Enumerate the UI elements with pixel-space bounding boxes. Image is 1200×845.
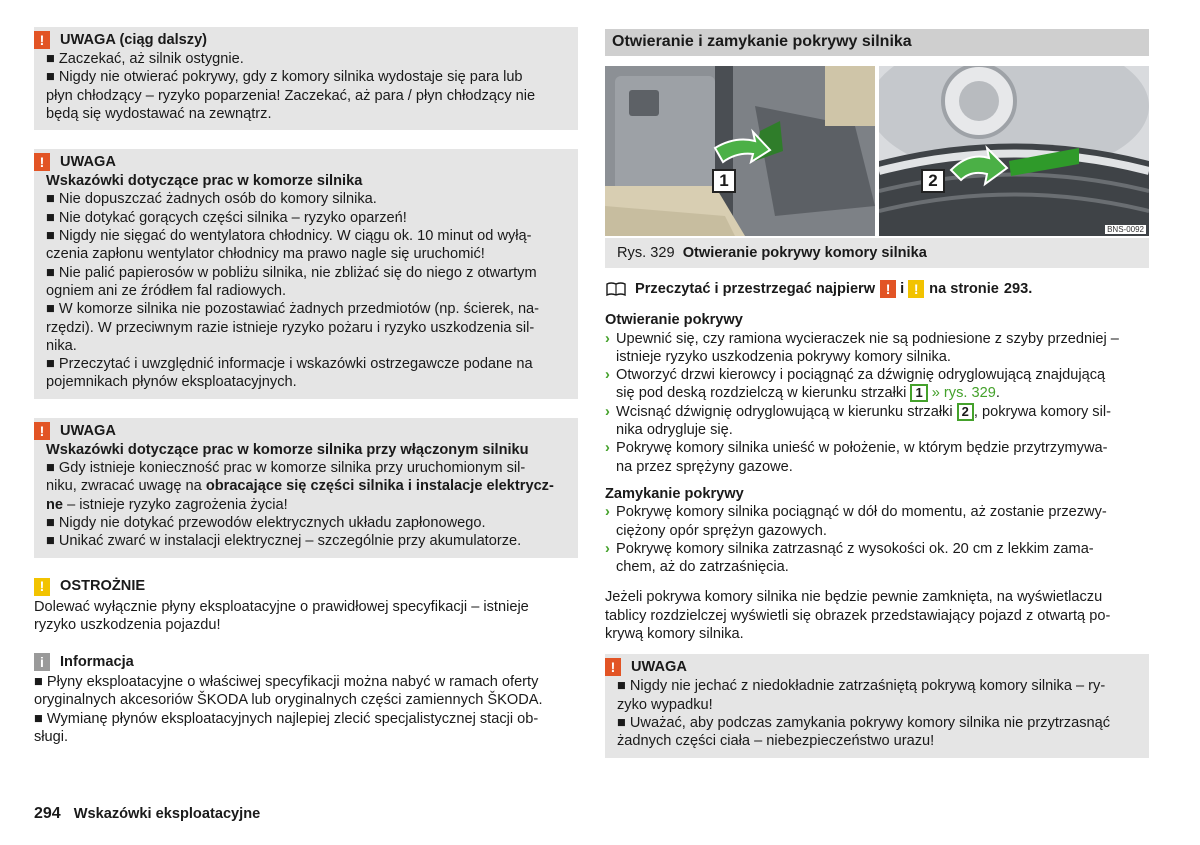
opening-step-2 bbox=[605, 366, 1149, 403]
text-run: , pokrywa komory sil- bbox=[973, 403, 1111, 420]
figure-329 bbox=[605, 66, 1149, 236]
warning-text-line: ■ Nie dotykać gorących części silnika – ryzyko oparzeń! bbox=[46, 209, 407, 226]
warning-text-line: ■ Nie palić papierosów w pobliżu silnika, nie zbliżać się do niego z otwartym bbox=[46, 264, 537, 281]
figure-title: Otwieranie pokrywy komory silnika bbox=[682, 245, 927, 261]
read-first-notice bbox=[605, 280, 1149, 298]
warning-text-line: ■ Nigdy nie otwierać pokrywy, gdy z komory silnika wydostaje się para lub bbox=[46, 69, 523, 86]
step-line: nika odrygluje się. bbox=[616, 422, 733, 439]
hood-warning-paragraph bbox=[605, 588, 1149, 643]
warning-title: UWAGA (ciąg dalszy) bbox=[60, 31, 208, 48]
read-first-and: i bbox=[900, 281, 905, 297]
figure-reference-link[interactable]: » rys. 329 bbox=[931, 385, 996, 402]
exclamation-icon: ! bbox=[605, 658, 621, 676]
chapter-title: Wskazówki eksploatacyjne bbox=[73, 806, 261, 822]
figure-number: Rys. 329 bbox=[617, 245, 675, 261]
step-line: na przez sprężyny gazowe. bbox=[616, 458, 793, 475]
info-icon: i bbox=[34, 653, 50, 671]
warning-title: UWAGA bbox=[631, 659, 687, 676]
info-text-line: oryginalnych akcesoriów ŠKODA lub oryginalnych części zamiennych ŠKODA. bbox=[34, 692, 543, 709]
warning-title: UWAGA bbox=[60, 422, 116, 439]
paragraph-line: tablicy rozdzielczej wyświetli się obrazek przedstawiający pojazd z otwartą po- bbox=[605, 607, 1111, 624]
chevron-right-icon: › bbox=[605, 540, 610, 557]
warning-text-line bbox=[46, 496, 566, 514]
interior-lever-illustration bbox=[605, 66, 875, 236]
exclamation-icon: ! bbox=[34, 578, 50, 596]
warning-text-line: żadnych części ciała – niebezpieczeństwo urazu! bbox=[617, 733, 935, 750]
warning-box-closing bbox=[605, 654, 1149, 757]
exclamation-icon: ! bbox=[34, 422, 50, 440]
step-text bbox=[616, 330, 1119, 367]
warning-text-line: czenia zapłonu wentylator chłodnicy ma prawo nagle się uruchomić! bbox=[46, 246, 485, 263]
caution-text-line: ryzyko uszkodzenia pojazdu! bbox=[34, 616, 221, 633]
text-run: niku, zwracać uwagę na bbox=[46, 478, 206, 495]
text-run: . bbox=[995, 385, 1000, 402]
emphasis-text: obracające się części silnika i instalacje elektrycz- bbox=[205, 478, 554, 495]
warning-text-line: ■ Unikać zwarć w instalacji elektrycznej – szczególnie przy akumulatorze. bbox=[46, 533, 522, 550]
read-first-suffix: na stronie bbox=[929, 281, 999, 297]
left-column bbox=[34, 27, 578, 764]
page-footer bbox=[34, 805, 260, 823]
step-line: istnieje ryzyko uszkodzenia pokrywy komory silnika. bbox=[616, 348, 951, 365]
warning-text-line bbox=[46, 477, 566, 495]
callout-label-2: 2 bbox=[921, 169, 945, 193]
read-first-page-link[interactable]: 293. bbox=[1003, 281, 1033, 297]
emphasis-text: ne bbox=[46, 496, 64, 513]
step-text bbox=[616, 403, 1111, 440]
opening-heading: Otwieranie pokrywy bbox=[605, 312, 743, 329]
callout-ref-2: 2 bbox=[957, 403, 974, 421]
exclamation-icon: ! bbox=[34, 153, 50, 171]
warning-text-line: ■ Przeczytać i uwzględnić informacje i wskazówki ostrzegawcze podane na bbox=[46, 356, 533, 373]
warning-heading bbox=[34, 30, 566, 50]
exclamation-icon: ! bbox=[880, 280, 896, 298]
chevron-right-icon: › bbox=[605, 440, 610, 457]
paragraph-line: krywą komory silnika. bbox=[605, 626, 744, 643]
warning-text-line: ■ W komorze silnika nie pozostawiać żadnych przedmiotów (np. ścierek, na- bbox=[46, 301, 540, 318]
warning-text-line: ■ Gdy istnieje konieczność prac w komorze silnika przy uruchomionym sil- bbox=[46, 460, 526, 477]
info-title: Informacja bbox=[60, 653, 134, 670]
text-run: Wcisnąć dźwignię odryglowującą w kierunku strzałki bbox=[616, 403, 953, 420]
warning-title: UWAGA bbox=[60, 154, 116, 171]
chevron-right-icon: › bbox=[605, 330, 610, 347]
book-icon bbox=[606, 282, 626, 296]
step-text bbox=[616, 503, 1107, 540]
step-line: ciężony opór sprężyn gazowych. bbox=[616, 522, 827, 539]
opening-step-3 bbox=[605, 403, 1149, 440]
step-line: Otworzyć drzwi kierowcy i pociągnąć za dźwignię odryglowującą znajdującą bbox=[616, 367, 1106, 384]
figure-caption bbox=[605, 238, 1149, 268]
figure-image-release-lever bbox=[605, 66, 875, 236]
warning-text-line: zyko wypadku! bbox=[617, 696, 713, 713]
text-run: – istnieje ryzyko zagrożenia życia! bbox=[63, 496, 288, 513]
warning-box-running-engine bbox=[34, 418, 578, 558]
warning-text-line: ■ Zaczekać, aż silnik ostygnie. bbox=[46, 51, 244, 67]
figure-code: BNS-0092 bbox=[1107, 225, 1144, 234]
callout-label-1: 1 bbox=[712, 169, 736, 193]
section-title: Otwieranie i zamykanie pokrywy silnika bbox=[605, 29, 1149, 56]
opening-step-4 bbox=[605, 439, 1149, 476]
opening-step-1 bbox=[605, 330, 1149, 367]
info-text-line: ■ Wymianę płynów eksploatacyjnych najlepiej zlecić specjalistycznej stacji ob- bbox=[34, 710, 539, 727]
warning-text-line: płyn chłodzący – ryzyko poparzenia! Zaczekać, aż para / płyn chłodzący nie bbox=[46, 87, 536, 104]
figure-image-hood-catch bbox=[879, 66, 1149, 236]
chevron-right-icon: › bbox=[605, 403, 610, 420]
step-line: Pokrywę komory silnika zatrzasnąć z wysokości ok. 20 cm z lekkim zama- bbox=[616, 540, 1094, 557]
caution-heading bbox=[34, 577, 578, 597]
caution-block bbox=[34, 577, 578, 635]
paragraph-line: Jeżeli pokrywa komory silnika nie będzie pewnie zamknięta, na wyświetlaczu bbox=[605, 589, 1103, 606]
step-line: Pokrywę komory silnika pociągnąć w dół do momentu, aż zostanie przezwy- bbox=[616, 504, 1107, 521]
warning-text-line: ■ Nigdy nie dotykać przewodów elektrycznych układu zapłonowego. bbox=[46, 514, 486, 531]
warning-text-line: nika. bbox=[46, 337, 77, 354]
text-run: się pod deską rozdzielczą w kierunku strzałki bbox=[616, 385, 907, 402]
warning-subtitle: Wskazówki dotyczące prac w komorze silnika przy włączonym silniku bbox=[46, 441, 529, 458]
step-line bbox=[616, 403, 1111, 421]
page-number: 294 bbox=[34, 805, 61, 822]
step-line: Pokrywę komory silnika unieść w położenie, w którym będzie przytrzymywa- bbox=[616, 440, 1108, 457]
read-first-text: Przeczytać i przestrzegać najpierw bbox=[635, 281, 876, 297]
chevron-right-icon: › bbox=[605, 367, 610, 384]
closing-section bbox=[605, 485, 1149, 576]
info-text-line: sługi. bbox=[34, 729, 69, 746]
chevron-right-icon: › bbox=[605, 504, 610, 521]
warning-text-line: ogniem ani ze źródłem fal radiowych. bbox=[46, 282, 287, 299]
caution-title: OSTROŻNIE bbox=[60, 578, 146, 595]
warning-heading bbox=[34, 152, 566, 172]
step-text bbox=[616, 366, 1105, 403]
exclamation-icon: ! bbox=[34, 31, 50, 49]
step-text bbox=[616, 439, 1107, 476]
callout-ref-1: 1 bbox=[910, 384, 927, 402]
warning-heading bbox=[605, 657, 1137, 677]
warning-text-line: ■ Nie dopuszczać żadnych osób do komory silnika. bbox=[46, 191, 377, 208]
closing-step-2 bbox=[605, 540, 1149, 577]
info-text-line: ■ Płyny eksploatacyjne o właściwej specyfikacji można nabyć w ramach oferty bbox=[34, 674, 539, 691]
warning-heading bbox=[34, 421, 566, 441]
step-line: chem, aż do zatrzaśnięcia. bbox=[616, 559, 789, 576]
warning-box-engine-work bbox=[34, 149, 578, 399]
closing-heading: Zamykanie pokrywy bbox=[605, 485, 744, 502]
caution-text-line: Dolewać wyłącznie płyny eksploatacyjne o prawidłowej specyfikacji – istnieje bbox=[34, 598, 529, 615]
warning-text-line: ■ Nigdy nie sięgać do wentylatora chłodnicy. W ciągu ok. 10 minut od wyłą- bbox=[46, 228, 532, 245]
hood-lever-illustration bbox=[879, 66, 1149, 236]
warning-text-line: rzędzi). W przeciwnym razie istnieje ryzyko pożaru i ryzyko uszkodzenia sil- bbox=[46, 319, 535, 336]
warning-text-line: ■ Nigdy nie jechać z niedokładnie zatrzaśniętą pokrywą komory silnika – ry- bbox=[617, 678, 1106, 695]
info-heading bbox=[34, 652, 578, 672]
info-block bbox=[34, 652, 578, 746]
warning-text-line: pojemnikach płynów eksploatacyjnych. bbox=[46, 374, 297, 391]
warning-text-line: będą się wydostawać na zewnątrz. bbox=[46, 105, 272, 122]
closing-step-1 bbox=[605, 503, 1149, 540]
right-column bbox=[605, 29, 1149, 777]
warning-box-continued bbox=[34, 27, 578, 130]
opening-section bbox=[605, 311, 1149, 476]
warning-text-line: ■ Uważać, aby podczas zamykania pokrywy komory silnika nie przytrzasnąć bbox=[617, 714, 1111, 731]
step-line: Upewnić się, czy ramiona wycieraczek nie są podniesione z szyby przedniej – bbox=[616, 330, 1119, 347]
warning-subtitle: Wskazówki dotyczące prac w komorze silnika bbox=[46, 173, 363, 190]
step-line bbox=[616, 384, 1105, 402]
step-text bbox=[616, 540, 1094, 577]
exclamation-icon: ! bbox=[908, 280, 924, 298]
